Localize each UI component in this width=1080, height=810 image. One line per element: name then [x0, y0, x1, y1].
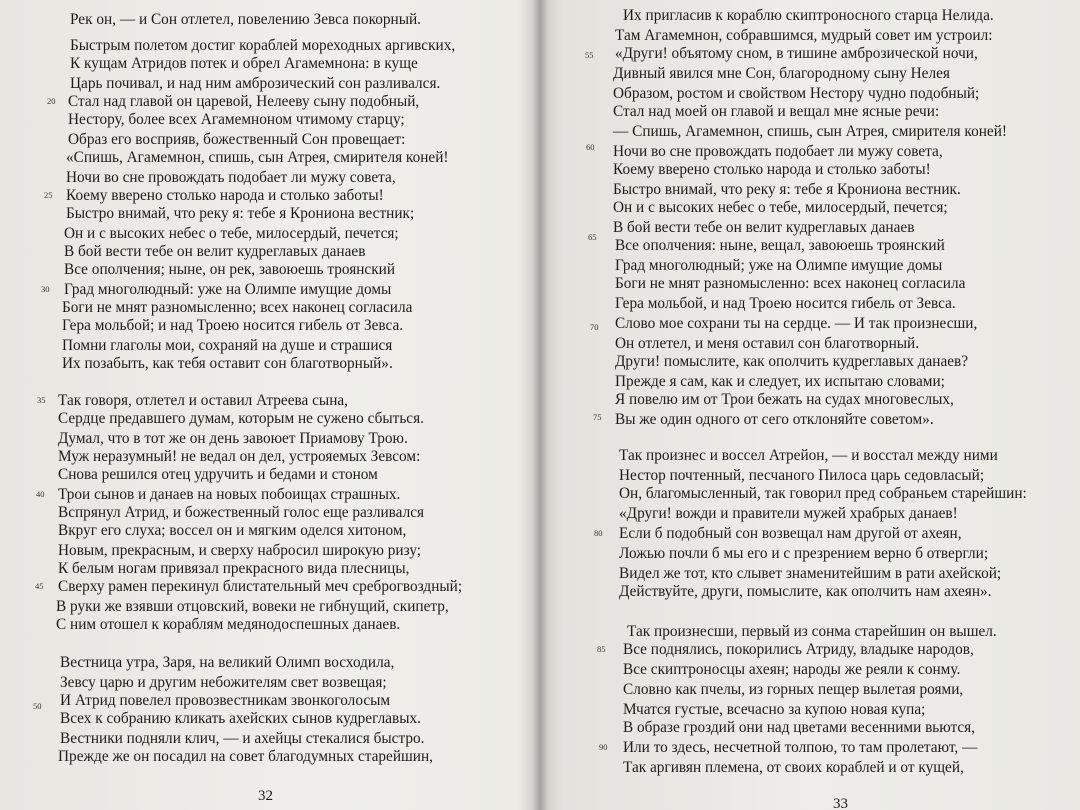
verse-line: Все поднялись, покорились Атриду, владыке народов, [623, 641, 974, 658]
verse-line: Зевсу царю и другим небожителям свет возвещая; [60, 674, 387, 691]
verse-line: Ночи во сне провождать подобает ли мужу совета, [66, 169, 396, 186]
verse-line: Сердце предавшего думам, которым не сужено сбыться. [58, 410, 424, 427]
verse-line: Стал над главой он царевой, Нелееву сыну подобный, [68, 93, 420, 110]
line-number: 80 [594, 528, 603, 538]
verse-line: Мчатся густые, всечасно за купою новая купа; [623, 701, 926, 718]
line-number: 85 [597, 644, 606, 654]
line-number: 25 [44, 190, 53, 200]
verse-line: Он отлетел, и меня оставил сон благотворный. [615, 335, 920, 352]
verse-line: Боги не мнят разномысленно: всех наконец согласила [615, 275, 966, 292]
verse-line: Стал над моей он главой и вещал мне ясные речи: [613, 103, 940, 120]
verse-line: Град многолюдный; уже на Олимпе имущие домы [615, 257, 943, 274]
verse-line: Новым, прекрасным, и сверху набросил широкую ризу; [58, 542, 422, 559]
line-number: 70 [590, 322, 599, 332]
verse-line: Трои сынов и данаев на новых побоищах страшных. [58, 486, 401, 503]
verse-line: Сверху рамен перекинул блистательный меч среброгвоздный; [58, 578, 463, 595]
verse-line: Ложью почли б мы его и с презрением верно б отвергли; [619, 545, 989, 562]
verse-line: Вспрянул Атрид, и божественный голос еще разливался [58, 504, 425, 521]
verse-line: «Спишь, Агамемнон, спишь, сын Атрея, смирителя коней! [66, 149, 449, 166]
line-number: 60 [586, 142, 595, 152]
verse-line: Дивный явился мне Сон, благородному сыну Нелея [613, 65, 950, 82]
verse-line: В образе гроздий они над цветами весенними вьются, [623, 719, 976, 736]
verse-line: В бой вести тебе он велит кудреглавых данаев [613, 219, 915, 236]
verse-line: Всех к собранию кликать ахейских сынов кудреглавых. [60, 710, 421, 727]
right-page [543, 0, 1080, 810]
verse-line: Коему вверено столько народа и столько заботы! [66, 187, 384, 204]
verse-line: Вы же один одного от сего отклоняйте советом». [615, 411, 934, 428]
verse-line: Так произнесши, первый из сонма старейшин он вышел. [627, 623, 997, 640]
verse-line: Так говоря, отлетел и оставил Атреева сына, [58, 392, 348, 409]
verse-line: Так аргивян племена, от своих кораблей и от кущей, [623, 759, 964, 776]
verse-line: К белым ногам привязал прекрасного вида плесницы, [58, 560, 410, 577]
verse-line: Коему вверено столько народа и столько заботы! [613, 161, 931, 178]
verse-line: Видел же тот, кто слывет знаменитейшим в рати ахейской; [619, 565, 1002, 582]
verse-line: Так произнес и воссел Атрейон, — и восстал между ними [619, 447, 998, 464]
verse-line: Царь почивал, и над ним амброзический сон разливался. [70, 75, 441, 92]
verse-line: Образ его восприяв, божественный Сон провещает: [68, 131, 406, 148]
verse-line: Быстро внимай, что реку я: тебе я Крониона вестник; [66, 205, 415, 222]
verse-line: Я повелю им от Трои бежать на судах многовеслых, [615, 391, 954, 408]
verse-line: Он, благомысленный, так говорил пред собраньем старейшин: [619, 485, 1027, 502]
verse-line: К кущам Атридов потек и обрел Агамемнона: в куще [70, 55, 418, 72]
verse-line: В руки же взявши отцовский, вовеки не гибнущий, скипетр, [56, 598, 449, 615]
verse-line: Помни глаголы мои, сохраняй на душе и страшися [62, 337, 393, 354]
verse-line: Он и с высоких небес о тебе, милосердый, печется; [64, 225, 399, 242]
verse-line: — Спишь, Агамемнон, спишь, сын Атрея, смирителя коней! [613, 123, 1007, 140]
verse-line: И Атрид повелел провозвестникам звонкоголосым [60, 692, 391, 709]
verse-line: Быстрым полетом достиг кораблей мореходных аргивских, [70, 37, 456, 54]
verse-line: В бой вести тебе он велит кудреглавых данаев [64, 243, 366, 260]
line-number: 65 [588, 232, 597, 242]
verse-line: С ним отошел к кораблям медянодоспешных данаев. [56, 616, 401, 633]
line-number: 75 [593, 412, 602, 422]
verse-line: Их позабыть, как тебя оставит сон благотворный». [62, 355, 393, 372]
line-number: 30 [41, 284, 50, 294]
line-number: 50 [33, 701, 42, 711]
verse-line: Други! помыслите, как ополчить кудреглавых данаев? [615, 353, 969, 370]
verse-line: Слово мое сохрани ты на сердце. — И так произнесши, [615, 315, 978, 332]
verse-line: «Други! объятому сном, в тишине амброзической ночи, [615, 45, 978, 62]
verse-line: Словно как пчелы, из горных пещер вылетая роями, [623, 681, 964, 698]
verse-line: Рек он, — и Сон отлетел, повелению Зевса покорный. [70, 11, 421, 28]
verse-line: Нестору, более всех Агамемноном чтимому старцу; [68, 111, 405, 128]
verse-line: Все скиптроносцы ахеян; народы же реяли к сонму. [623, 661, 961, 678]
verse-line: Их пригласив к кораблю скиптроносного старца Нелида. [623, 7, 994, 24]
verse-line: Прежде я сам, как и следует, их испытаю словами; [615, 373, 945, 390]
verse-line: Ночи во сне провождать подобает ли мужу совета, [613, 143, 943, 160]
verse-line: Вестники подняли клич, — и ахейцы стекалися быстро. [60, 730, 425, 747]
verse-line: Боги не мнят разномысленно; всех наконец согласила [62, 299, 413, 316]
verse-line: Муж неразумный! не ведал он дел, устрояемых Зевсом: [58, 448, 421, 465]
verse-line: Все ополчения: ныне, вещал, завоюешь троянский [615, 237, 945, 254]
verse-line: Град многолюдный: уже на Олимпе имущие домы [64, 281, 392, 298]
page-number: 32 [258, 788, 273, 804]
verse-line: «Други! вожди и правители мужей храбрых данаев! [619, 505, 958, 522]
verse-line: Если б подобный сон возвещал нам другой от ахеян, [619, 525, 962, 542]
verse-line: Думал, что в тот же он день завоюет Приамову Трою. [58, 430, 408, 447]
verse-line: Он и с высоких небес о тебе, милосердый, печется; [613, 199, 948, 216]
line-number: 35 [37, 395, 46, 405]
line-number: 55 [585, 50, 594, 60]
page-number: 33 [833, 796, 848, 810]
line-number: 40 [36, 489, 45, 499]
verse-line: Вкруг его слуха; воссел он и мягким оделся хитоном, [58, 522, 407, 539]
verse-line: Образом, ростом и свойством Нестору чудно подобный; [613, 85, 980, 102]
line-number: 45 [35, 581, 44, 591]
verse-line: Или то здесь, несчетной толпою, то там пролетают, — [623, 739, 978, 756]
verse-line: Действуйте, други, помыслите, как ополчить нам ахеян». [619, 583, 992, 600]
verse-line: Гера мольбой, и над Троею носится гибель от Зевса. [615, 295, 956, 312]
line-number: 20 [47, 96, 56, 106]
verse-line: Вестница утра, Заря, на великий Олимп восходила, [60, 654, 395, 671]
verse-line: Гера мольбой; и над Троею носится гибель от Зевса. [62, 317, 404, 334]
verse-line: Там Агамемнон, собравшимся, мудрый совет им устроил: [615, 27, 993, 44]
line-number: 90 [599, 742, 608, 752]
left-page [0, 0, 537, 810]
verse-line: Все ополчения; ныне, он рек, завоюешь троянский [64, 261, 396, 278]
verse-line: Снова решился отец удручить и бедами и стоном [58, 466, 378, 483]
verse-line: Нестор почтенный, песчаного Пилоса царь седовласый; [619, 467, 985, 484]
verse-line: Быстро внимай, что реку я: тебе я Крониона вестник. [613, 181, 961, 198]
verse-line: Прежде же он посадил на совет благодумных старейшин, [58, 748, 433, 765]
